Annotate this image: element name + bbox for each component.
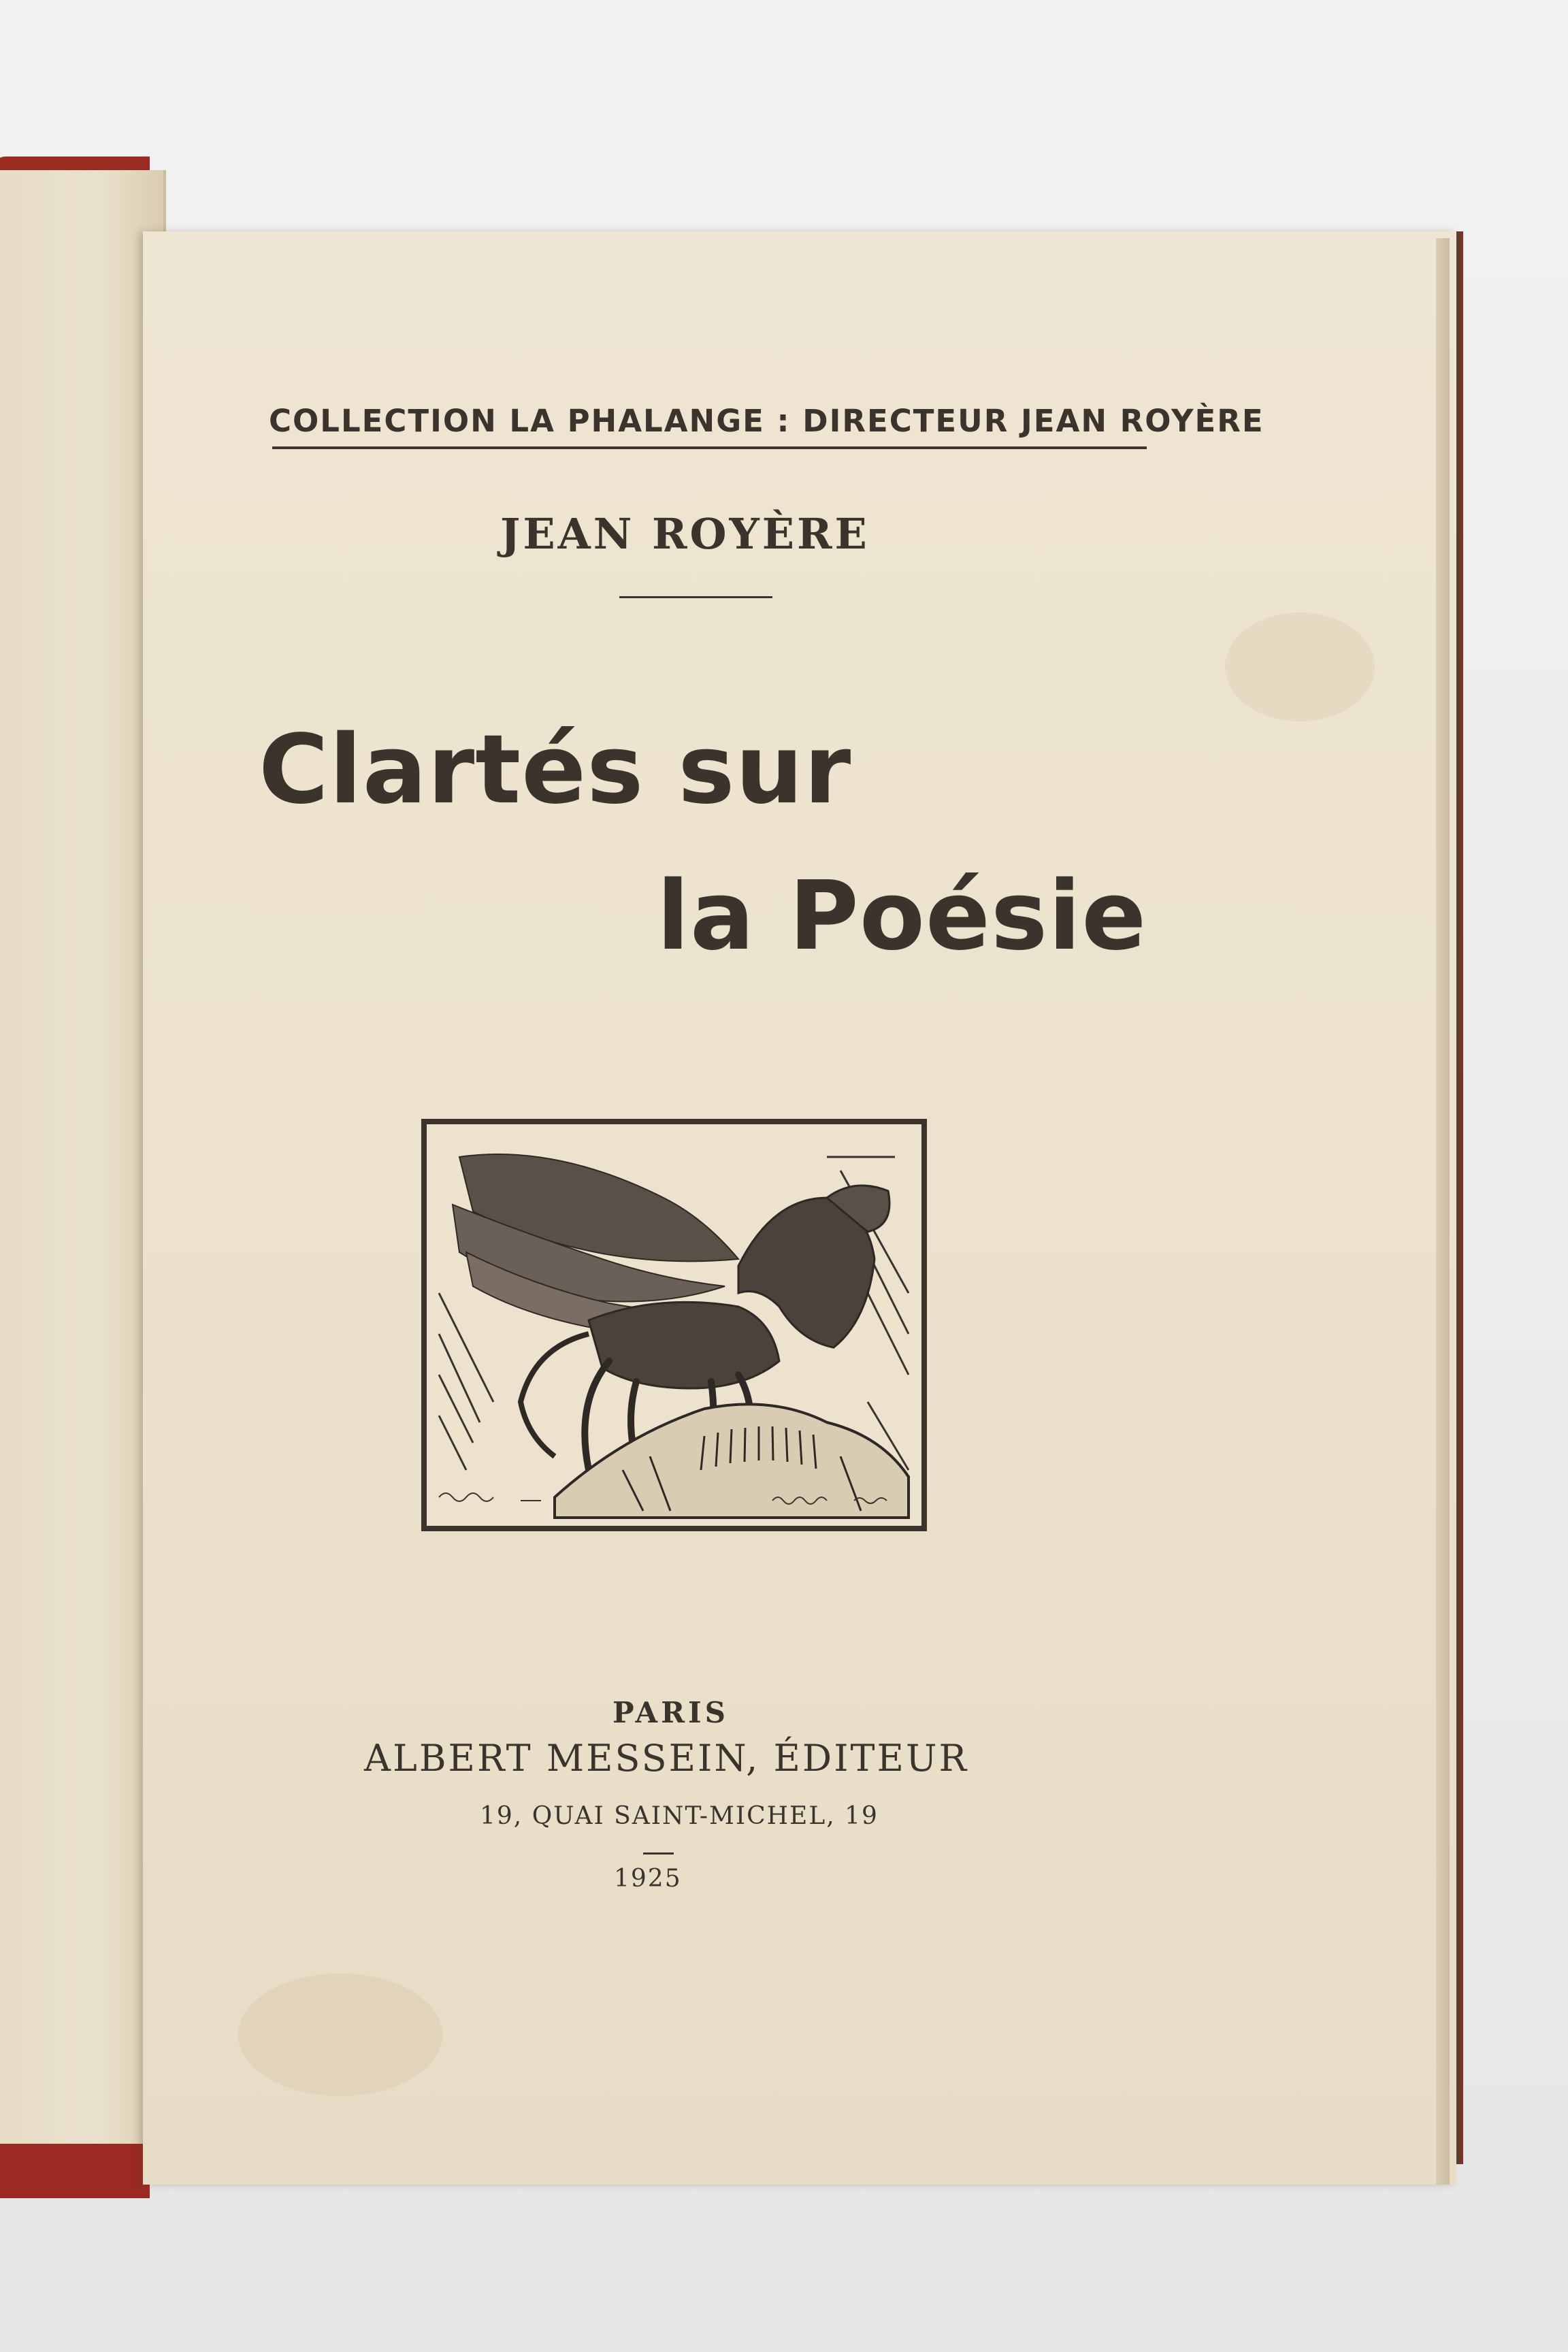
year-rule (643, 1852, 674, 1855)
left-page (0, 170, 166, 2144)
publisher-address: 19, QUAI SAINT-MICHEL, 19 (480, 1802, 879, 1830)
paper-stain (238, 1974, 442, 2096)
author-name: JEAN ROYÈRE (500, 509, 870, 559)
pegasus-woodcut (419, 1116, 932, 1538)
header-rule (272, 446, 1147, 449)
book-title-line-2: la Poésie (657, 861, 1147, 972)
publisher-city: PARIS (612, 1696, 729, 1729)
paper-stain (1225, 612, 1375, 721)
author-rule (619, 596, 772, 598)
collection-line: COLLECTION LA PHALANGE : DIRECTEUR JEAN ROYÈRE (269, 403, 1264, 439)
publication-year: 1925 (614, 1865, 682, 1893)
page-edge (1436, 238, 1450, 2185)
publisher-name: ALBERT MESSEIN, ÉDITEUR (364, 1737, 969, 1780)
book-title-line-1: Clartés sur (259, 715, 852, 826)
